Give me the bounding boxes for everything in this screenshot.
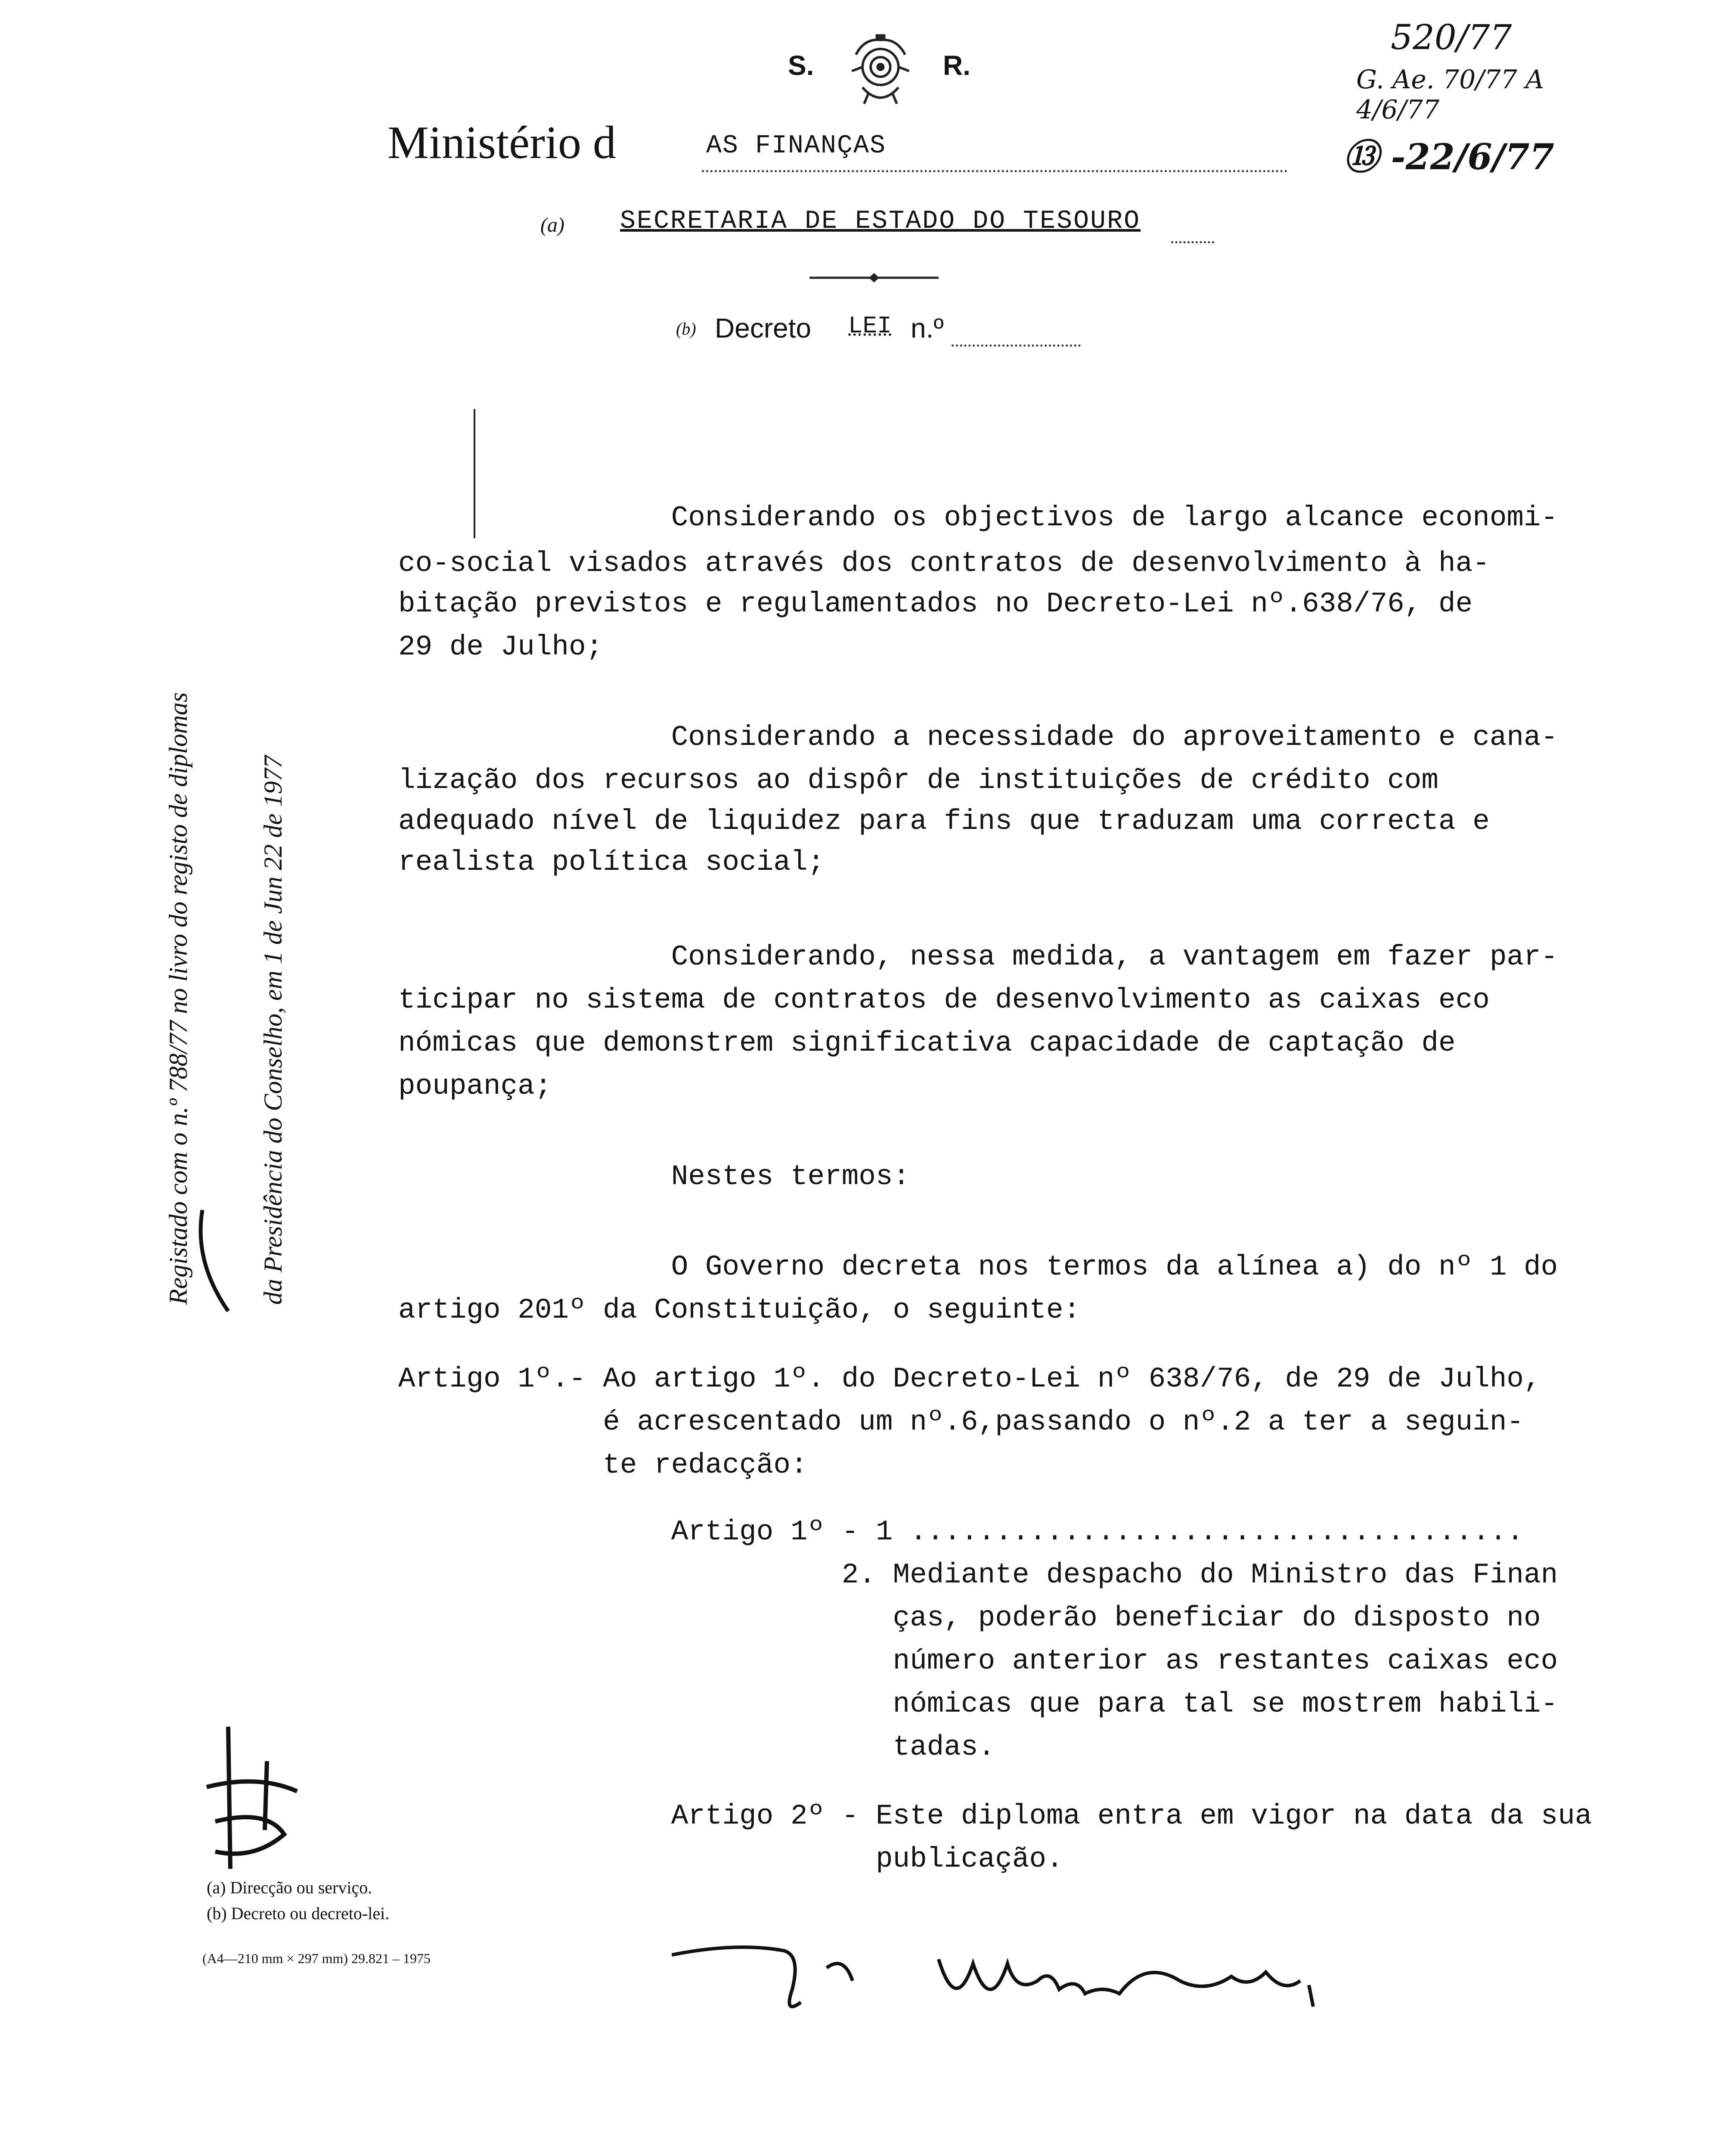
artigo1-n2-line2: ças, poderão beneficiar do disposto no: [398, 1602, 1541, 1634]
para2-line2: lização dos recursos ao dispôr de instituições de crédito com: [398, 764, 1438, 797]
secretaria-dotted-line: [1171, 241, 1214, 243]
para3-line1: Considerando, nessa medida, a vantagem em fazer par-: [398, 941, 1558, 973]
divider-ornament: [809, 271, 939, 284]
governo-line1: O Governo decreta nos termos da alínea a) do nº 1 do: [398, 1251, 1558, 1283]
para1-line2: co-social visados através dos contratos de desenvolvimento à ha-: [398, 547, 1490, 580]
artigo1-sub: Artigo 1º - 1 ....................................: [398, 1516, 1524, 1548]
nestes-termos: Nestes termos:: [398, 1160, 910, 1193]
artigo1-line3: te redacção:: [398, 1449, 808, 1481]
minister-signature-icon: [672, 1929, 1361, 2032]
ministry-dotted-line: [702, 170, 1287, 172]
artigo1-line1: Artigo 1º.- Ao artigo 1º. do Decreto-Lei nº 638/76, de 29 de Julho,: [398, 1363, 1541, 1395]
para1-line1: Considerando os objectivos de largo alcance economi-: [398, 502, 1558, 534]
para3-line3: nómicas que demonstrem significativa capacidade de captação de: [398, 1027, 1456, 1059]
label-b: (b): [676, 319, 696, 338]
print-info: (A4—210 mm × 297 mm) 29.821 – 1975: [202, 1951, 431, 1966]
coat-of-arms-icon: [840, 30, 921, 112]
label-a: (a): [540, 214, 564, 236]
margin-registration-note-2: da Presidência do Conselho, em 1 de Jun 22 de 1977: [259, 755, 287, 1305]
artigo1-n2-line5: tadas.: [398, 1731, 995, 1763]
decreto-lei: LEI: [848, 312, 892, 340]
para2-line1: Considerando a necessidade do aproveitamento e cana-: [398, 721, 1558, 754]
handwritten-stamp-date: ⑬ -22/6/77: [1343, 137, 1554, 178]
margin-bracket: [185, 1206, 232, 1318]
footnote-a: (a) Direcção ou serviço.: [207, 1878, 372, 1897]
para1-line4: 29 de Julho;: [398, 631, 603, 663]
para3-line4: poupança;: [398, 1070, 552, 1102]
footnote-b: (b) Decreto ou decreto-lei.: [207, 1904, 390, 1923]
para2-line3: adequado nível de liquidez para fins que traduzam uma correcta e: [398, 805, 1490, 838]
artigo2-line1: Artigo 2º - Este diploma entra em vigor na data da sua: [398, 1800, 1592, 1832]
governo-line2: artigo 201º da Constituição, o seguinte:: [398, 1294, 1081, 1326]
initials-signature-icon: [189, 1722, 327, 1877]
ministry-prefix: Ministério d: [388, 117, 616, 168]
header-r-letter: R.: [943, 50, 970, 81]
artigo1-line2: é acrescentado um nº.6,passando o nº.2 a ter a seguin-: [398, 1406, 1524, 1438]
artigo1-n2-line4: nómicas que para tal se mostrem habili-: [398, 1688, 1558, 1720]
artigo2-line2: publicação.: [398, 1843, 1063, 1875]
decreto-dotted-line: [952, 344, 1081, 347]
header-s-letter: S.: [788, 50, 814, 81]
ministry-name: AS FINANÇAS: [706, 131, 887, 161]
secretaria-name: SECRETARIA DE ESTADO DO TESOURO: [620, 207, 1141, 236]
decreto-word: Decreto: [715, 313, 812, 344]
handwritten-reference-note: G. Ae. 70/77 A 4/6/77: [1356, 65, 1544, 125]
decreto-number-label: n.º: [911, 313, 944, 344]
handwritten-process-number: 520/77: [1391, 17, 1512, 57]
artigo1-n2-line1: 2. Mediante despacho do Ministro das Finan: [398, 1559, 1558, 1591]
para3-line2: ticipar no sistema de contratos de desenvolvimento as caixas eco: [398, 984, 1490, 1016]
margin-registration-note: Registado com o n.º 788/77 no livro do registo de diplomas: [164, 692, 192, 1305]
artigo1-n2-line3: número anterior as restantes caixas eco: [398, 1645, 1558, 1677]
para1-line3: bitação previstos e regulamentados no Decreto-Lei nº.638/76, de: [398, 588, 1473, 620]
para2-line4: realista política social;: [398, 846, 825, 878]
